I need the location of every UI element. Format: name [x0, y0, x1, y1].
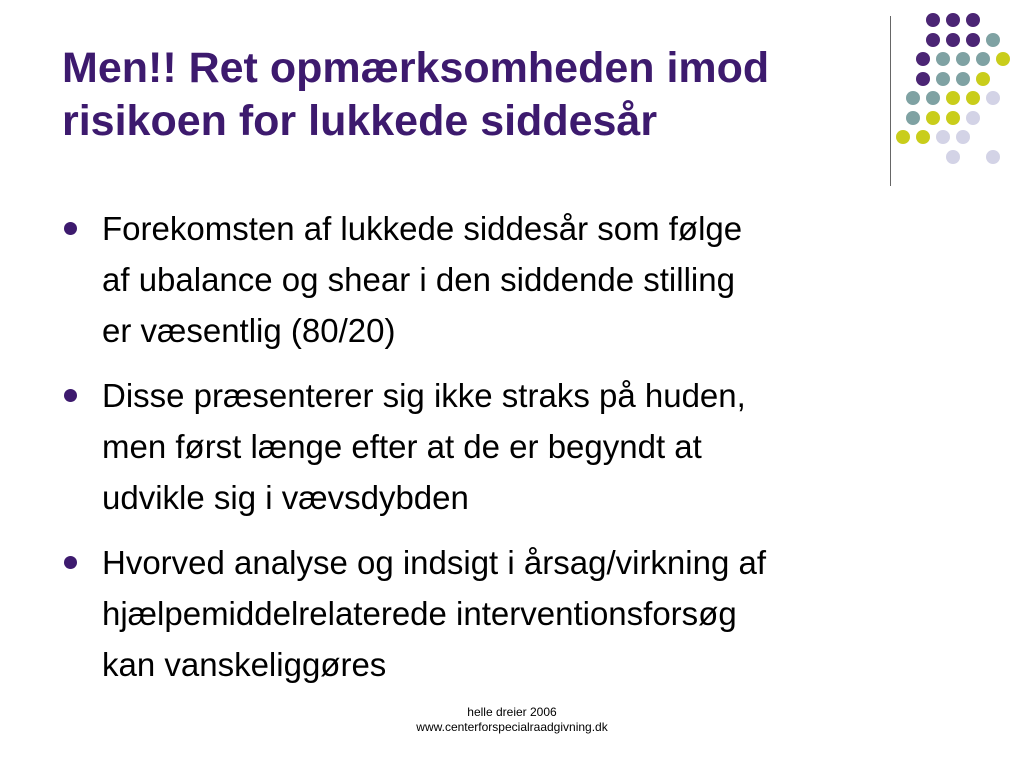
- bullet-text: [102, 537, 1002, 690]
- decorative-dot-icon: [966, 91, 980, 105]
- decorative-dot-icon: [926, 111, 940, 125]
- bullet-marker-icon: [64, 556, 77, 569]
- bullet-item: [62, 537, 1002, 690]
- slide-title-line-2: risikoen for lukkede siddesår: [62, 97, 658, 145]
- bullet-line: men først længe efter at de er begyndt at: [102, 428, 702, 465]
- bullet-line: Hvorved analyse og indsigt i årsag/virkning af: [102, 544, 767, 581]
- decorative-dot-icon: [946, 111, 960, 125]
- decorative-dot-icon: [946, 150, 960, 164]
- decorative-dot-icon: [986, 33, 1000, 47]
- bullet-line: af ubalance og shear i den siddende stilling: [102, 261, 735, 298]
- slide-title-line-1: Men!! Ret opmærksomheden imod: [62, 44, 770, 92]
- bullet-line: Forekomsten af lukkede siddesår som følge: [102, 210, 743, 247]
- footer-author: helle dreier 2006: [467, 705, 557, 719]
- decorative-dot-icon: [946, 91, 960, 105]
- decorative-dot-icon: [906, 111, 920, 125]
- decorative-dot-icon: [956, 52, 970, 66]
- decorative-dot-icon: [966, 13, 980, 27]
- bullet-line: er væsentlig (80/20): [102, 312, 396, 349]
- bullet-text: [102, 370, 1002, 523]
- decorative-dot-icon: [936, 130, 950, 144]
- decorative-dot-icon: [926, 13, 940, 27]
- bullet-marker-icon: [64, 222, 77, 235]
- decorative-dot-icon: [946, 33, 960, 47]
- bullet-item: [62, 203, 1002, 356]
- footer-website: www.centerforspecialraadgivning.dk: [416, 720, 608, 734]
- bullet-list: [62, 203, 1002, 704]
- decorative-dot-icon: [936, 72, 950, 86]
- decorative-dot-icon: [956, 130, 970, 144]
- decorative-dot-icon: [986, 150, 1000, 164]
- bullet-line: udvikle sig i vævsdybden: [102, 479, 469, 516]
- bullet-line: Disse præsenterer sig ikke straks på huden,: [102, 377, 746, 414]
- decorative-dot-icon: [996, 52, 1010, 66]
- decorative-dot-grid: [902, 13, 1022, 163]
- decorative-dot-icon: [926, 33, 940, 47]
- decorative-dot-icon: [946, 13, 960, 27]
- vertical-divider: [890, 16, 891, 186]
- bullet-line: kan vanskeliggøres: [102, 646, 387, 683]
- slide-footer: [362, 705, 662, 735]
- decorative-dot-icon: [956, 72, 970, 86]
- decorative-dot-icon: [906, 91, 920, 105]
- decorative-dot-icon: [936, 52, 950, 66]
- decorative-dot-icon: [916, 130, 930, 144]
- decorative-dot-icon: [896, 130, 910, 144]
- decorative-dot-icon: [966, 33, 980, 47]
- decorative-dot-icon: [916, 52, 930, 66]
- decorative-dot-icon: [976, 52, 990, 66]
- decorative-dot-icon: [916, 72, 930, 86]
- decorative-dot-icon: [966, 111, 980, 125]
- bullet-text: [102, 203, 1002, 356]
- bullet-item: [62, 370, 1002, 523]
- decorative-dot-icon: [926, 91, 940, 105]
- decorative-dot-icon: [986, 91, 1000, 105]
- bullet-line: hjælpemiddelrelaterede interventionsforsøg: [102, 595, 737, 632]
- slide-title: [62, 42, 882, 148]
- decorative-dot-icon: [976, 72, 990, 86]
- bullet-marker-icon: [64, 389, 77, 402]
